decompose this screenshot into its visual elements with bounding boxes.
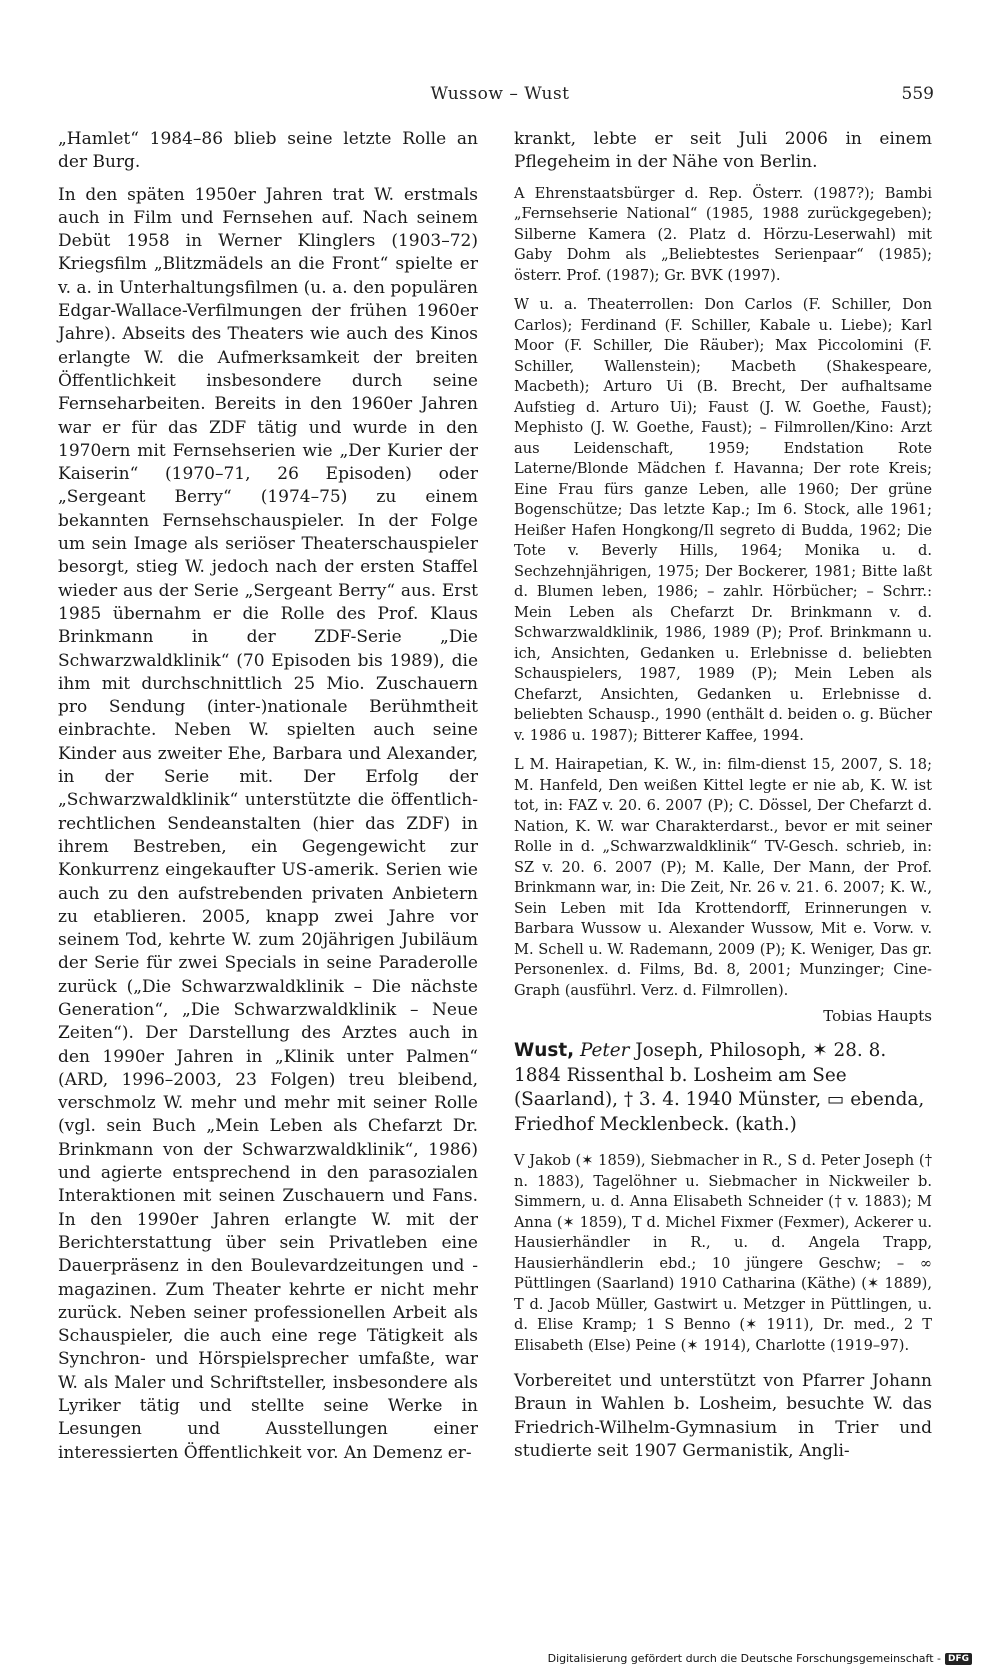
- genealogy-section: V Jakob (✶ 1859), Siebmacher in R., S d. Peter Joseph († n. 1883), Tagelöhner u. Siebmacher in Nickweiler b. Simmern, u. d. Anna Elisabeth Schneider († v. 1883); M Anna (✶ 1859), T d. Michel Fixmer (Fexmer), Ackerer u. Hausierhändler in R., u. d. Angela Trapp, Hausierhändlerin ebd.; 10 jüngere Geschw; – ∞ Püttlingen (Saarland) 1910 Catharina (Käthe) (✶ 1889), T d. Jacob Müller, Gastwirt u. Metzger in Püttlingen, u. d. Elise Kramp; 1 S Benno (✶ 1911), Dr. med., 2 T Elisabeth (Else) Peine (✶ 1914), Charlotte (1919–97).: [514, 1152, 932, 1354]
- running-head: Wussow – Wust: [430, 84, 570, 104]
- author-signature: Tobias Haupts: [823, 1007, 932, 1026]
- footer-text: Digitalisierung gefördert durch die Deutsche Forschungsgemeinschaft -: [547, 1652, 941, 1665]
- entry-surname: Wust,: [514, 1040, 575, 1062]
- works-section: W u. a. Theaterrollen: Don Carlos (F. Schiller, Don Carlos); Ferdinand (F. Schiller, Kabale u. Liebe); Karl Moor (F. Schiller, Die Räuber); Max Piccolomini (F. Schiller, Wallenstein); Macbeth (Shakespeare, Macbeth); Arturo Ui (B. Brecht, Der aufhaltsame Aufstieg d. Arturo Ui); Faust (J. W. Goethe, Faust); Mephisto (J. W. Goethe, Faust); – Filmrollen/Kino: Arzt aus Leidenschaft, 1959; Endstation Rote Laterne/Blonde Mädchen f. Havanna; Der rote Kreis; Eine Frau fürs ganze Leben, alle 1960; Der grüne Bogenschütze; Das letzte Kap.; Im 6. Stock, alle 1961; Heißer Hafen Hongkong/Il segreto di Budda, 1962; Die Tote v. Beverly Hills, 1964; Monika u. d. Sechzehnjährigen, 1975; Der Bockerer, 1981; Bitte laßt d. Blumen leben, 1986; – zahlr. Hörbücher; – Schrr.: Mein Leben als Chefarzt Dr. Brinkmann v. d. Schwarzwaldklinik, 1986, 1989 (P); Prof. Brinkmann u. ich, Ansichten, Gedanken u. Erlebnisse d. beliebten Schauspielers, 1987, 1989 (P); Mein Leben als Chefarzt, Ansichten, Gedanken u. Erlebnisse d. beliebten Schausp., 1990 (enthält d. beiden o. g. Bücher v. 1986 u. 1987); Bitterer Kaffee, 1994.: [514, 296, 932, 744]
- right-column: [514, 128, 932, 1463]
- entry-given-name: Peter: [579, 1040, 630, 1062]
- entry-heading: [514, 1039, 932, 1137]
- awards-section: A Ehrenstaatsbürger d. Rep. Österr. (1987?); Bambi „Fernsehserie National“ (1985, 1988 zurückgegeben); Silberne Kamera (2. Platz d. Hörzu-Leserwahl) mit Gaby Dohm als „Beliebtestes Serienpaar“ (1985); österr. Prof. (1987); Gr. BVK (1997).: [514, 184, 932, 284]
- left-column: [58, 128, 478, 1465]
- dfg-logo: DFG: [945, 1653, 972, 1665]
- digitization-footer: [548, 1652, 972, 1665]
- paragraph-hamlet: „Hamlet“ 1984–86 blieb seine letzte Rolle an der Burg.: [58, 129, 478, 173]
- paragraph-continuation: krankt, lebte er seit Juli 2006 in einem Pflegeheim in der Nähe von Berlin.: [514, 129, 932, 173]
- biography-paragraph: Vorbereitet und unterstützt von Pfarrer Johann Braun in Wahlen b. Losheim, besuchte W. das Friedrich-Wilhelm-Gymnasium in Trier und studierte seit 1907 Germanistik, Angli-: [514, 1371, 932, 1461]
- entry-details: Joseph, Philosoph, ✶ 28. 8. 1884 Rissenthal b. Losheim am See (Saarland), † 3. 4. 1940 Münster, ▭ ebenda, Friedhof Mecklenbeck. (kath.): [514, 1040, 925, 1135]
- page-number: 559: [901, 84, 934, 104]
- paragraph-career: In den späten 1950er Jahren trat W. erstmals auch in Film und Fernsehen auf. Nach seinem Debüt 1958 in Werner Klinglers (1903–72) Kriegsfilm „Blitzmädels an die Front“ spielte er v. a. in Unterhaltungsfilmen (u. a. den populären Edgar-Wallace-Verfilmungen der frühen 1960er Jahre). Abseits des Theaters wie auch des Kinos erlangte W. die Aufmerksamkeit der breiten Öffentlichkeit insbesondere durch seine Fernseharbeiten. Bereits in den 1960er Jahren war er für das ZDF tätig und wurde in den 1970ern mit Fernsehserien wie „Der Kurier der Kaiserin“ (1970–71, 26 Episoden) oder „Sergeant Berry“ (1974–75) zu einem bekannten Fernsehschauspieler. In der Folge um sein Image als seriöser Theaterschauspieler besorgt, stieg W. jedoch nach der ersten Staffel wieder aus der Serie „Sergeant Berry“ aus. Erst 1985 übernahm er die Rolle des Prof. Klaus Brinkmann in der ZDF-Serie „Die Schwarzwaldklinik“ (70 Episoden bis 1989), die ihm mit durchschnittlich 25 Mio. Zuschauern pro Sendung (inter-)nationale Berühmtheit einbrachte. Neben W. spielten auch seine Kinder aus zweiter Ehe, Barbara und Alexander, in der Serie mit. Der Erfolg der „Schwarzwaldklinik“ unterstützte die öffentlich-rechtlichen Sendeanstalten (hier das ZDF) in ihrem Bestreben, ein Gegengewicht zur Konkurrenz eingekaufter US-amerik. Serien wie auch zu den aufstrebenden privaten Anbietern zu etablieren. 2005, knapp zwei Jahre vor seinem Tod, kehrte W. zum 20jährigen Jubiläum der Serie für zwei Specials in seine Paraderolle zurück („Die Schwarzwaldklinik – Die nächste Generation“, „Die Schwarzwaldklinik – Neue Zeiten“). Der Darstellung des Arztes auch in den 1990er Jahren in „Klinik unter Palmen“ (ARD, 1996–2003, 23 Folgen) treu bleibend, verschmolz W. mehr und mehr mit seiner Rolle (vgl. sein Buch „Mein Leben als Chefarzt Dr. Brinkmann von der Schwarzwaldklinik“, 1986) und agierte entsprechend in den parasozialen Interaktionen mit seinen Zuschauern und Fans. In den 1990er Jahren erlangte W. mit der Berichterstattung über sein Privatleben eine Dauerpräsenz in den Boulevardzeitungen und -magazinen. Zum Theater kehrte er nicht mehr zurück. Neben seiner professionellen Arbeit als Schauspieler, die auch eine rege Tätigkeit als Synchron- und Hörspielsprecher umfaßte, war W. als Maler und Schriftsteller, insbesondere als Lyriker tätig und stellte seine Werke in Lesungen und Ausstellungen einer interessierten Öffentlichkeit vor. An Demenz er-: [58, 184, 478, 1463]
- literature-section: L M. Hairapetian, K. W., in: film-dienst 15, 2007, S. 18; M. Hanfeld, Den weißen Kittel legte er nie ab, K. W. ist tot, in: FAZ v. 20. 6. 2007 (P); C. Dössel, Der Chefarzt d. Nation, K. W. war Charakterdarst., bevor er mit seiner Rolle in d. „Schwarzwaldklinik“ TV-Gesch. schrieb, in: SZ v. 20. 6. 2007 (P); M. Kalle, Der Mann, der Prof. Brinkmann war, in: Die Zeit, Nr. 26 v. 21. 6. 2007; K. W., Sein Leben mit Ida Krottendorff, Erinnerungen v. Barbara Wussow u. Alexander Wussow, Mit e. Vorw. v. M. Schell u. W. Rademann, 2009 (P); K. Weniger, Das gr. Personenlex. d. Films, Bd. 8, 2001; Munzinger; Cine-Graph (ausführl. Verz. d. Filmrollen).: [514, 756, 932, 999]
